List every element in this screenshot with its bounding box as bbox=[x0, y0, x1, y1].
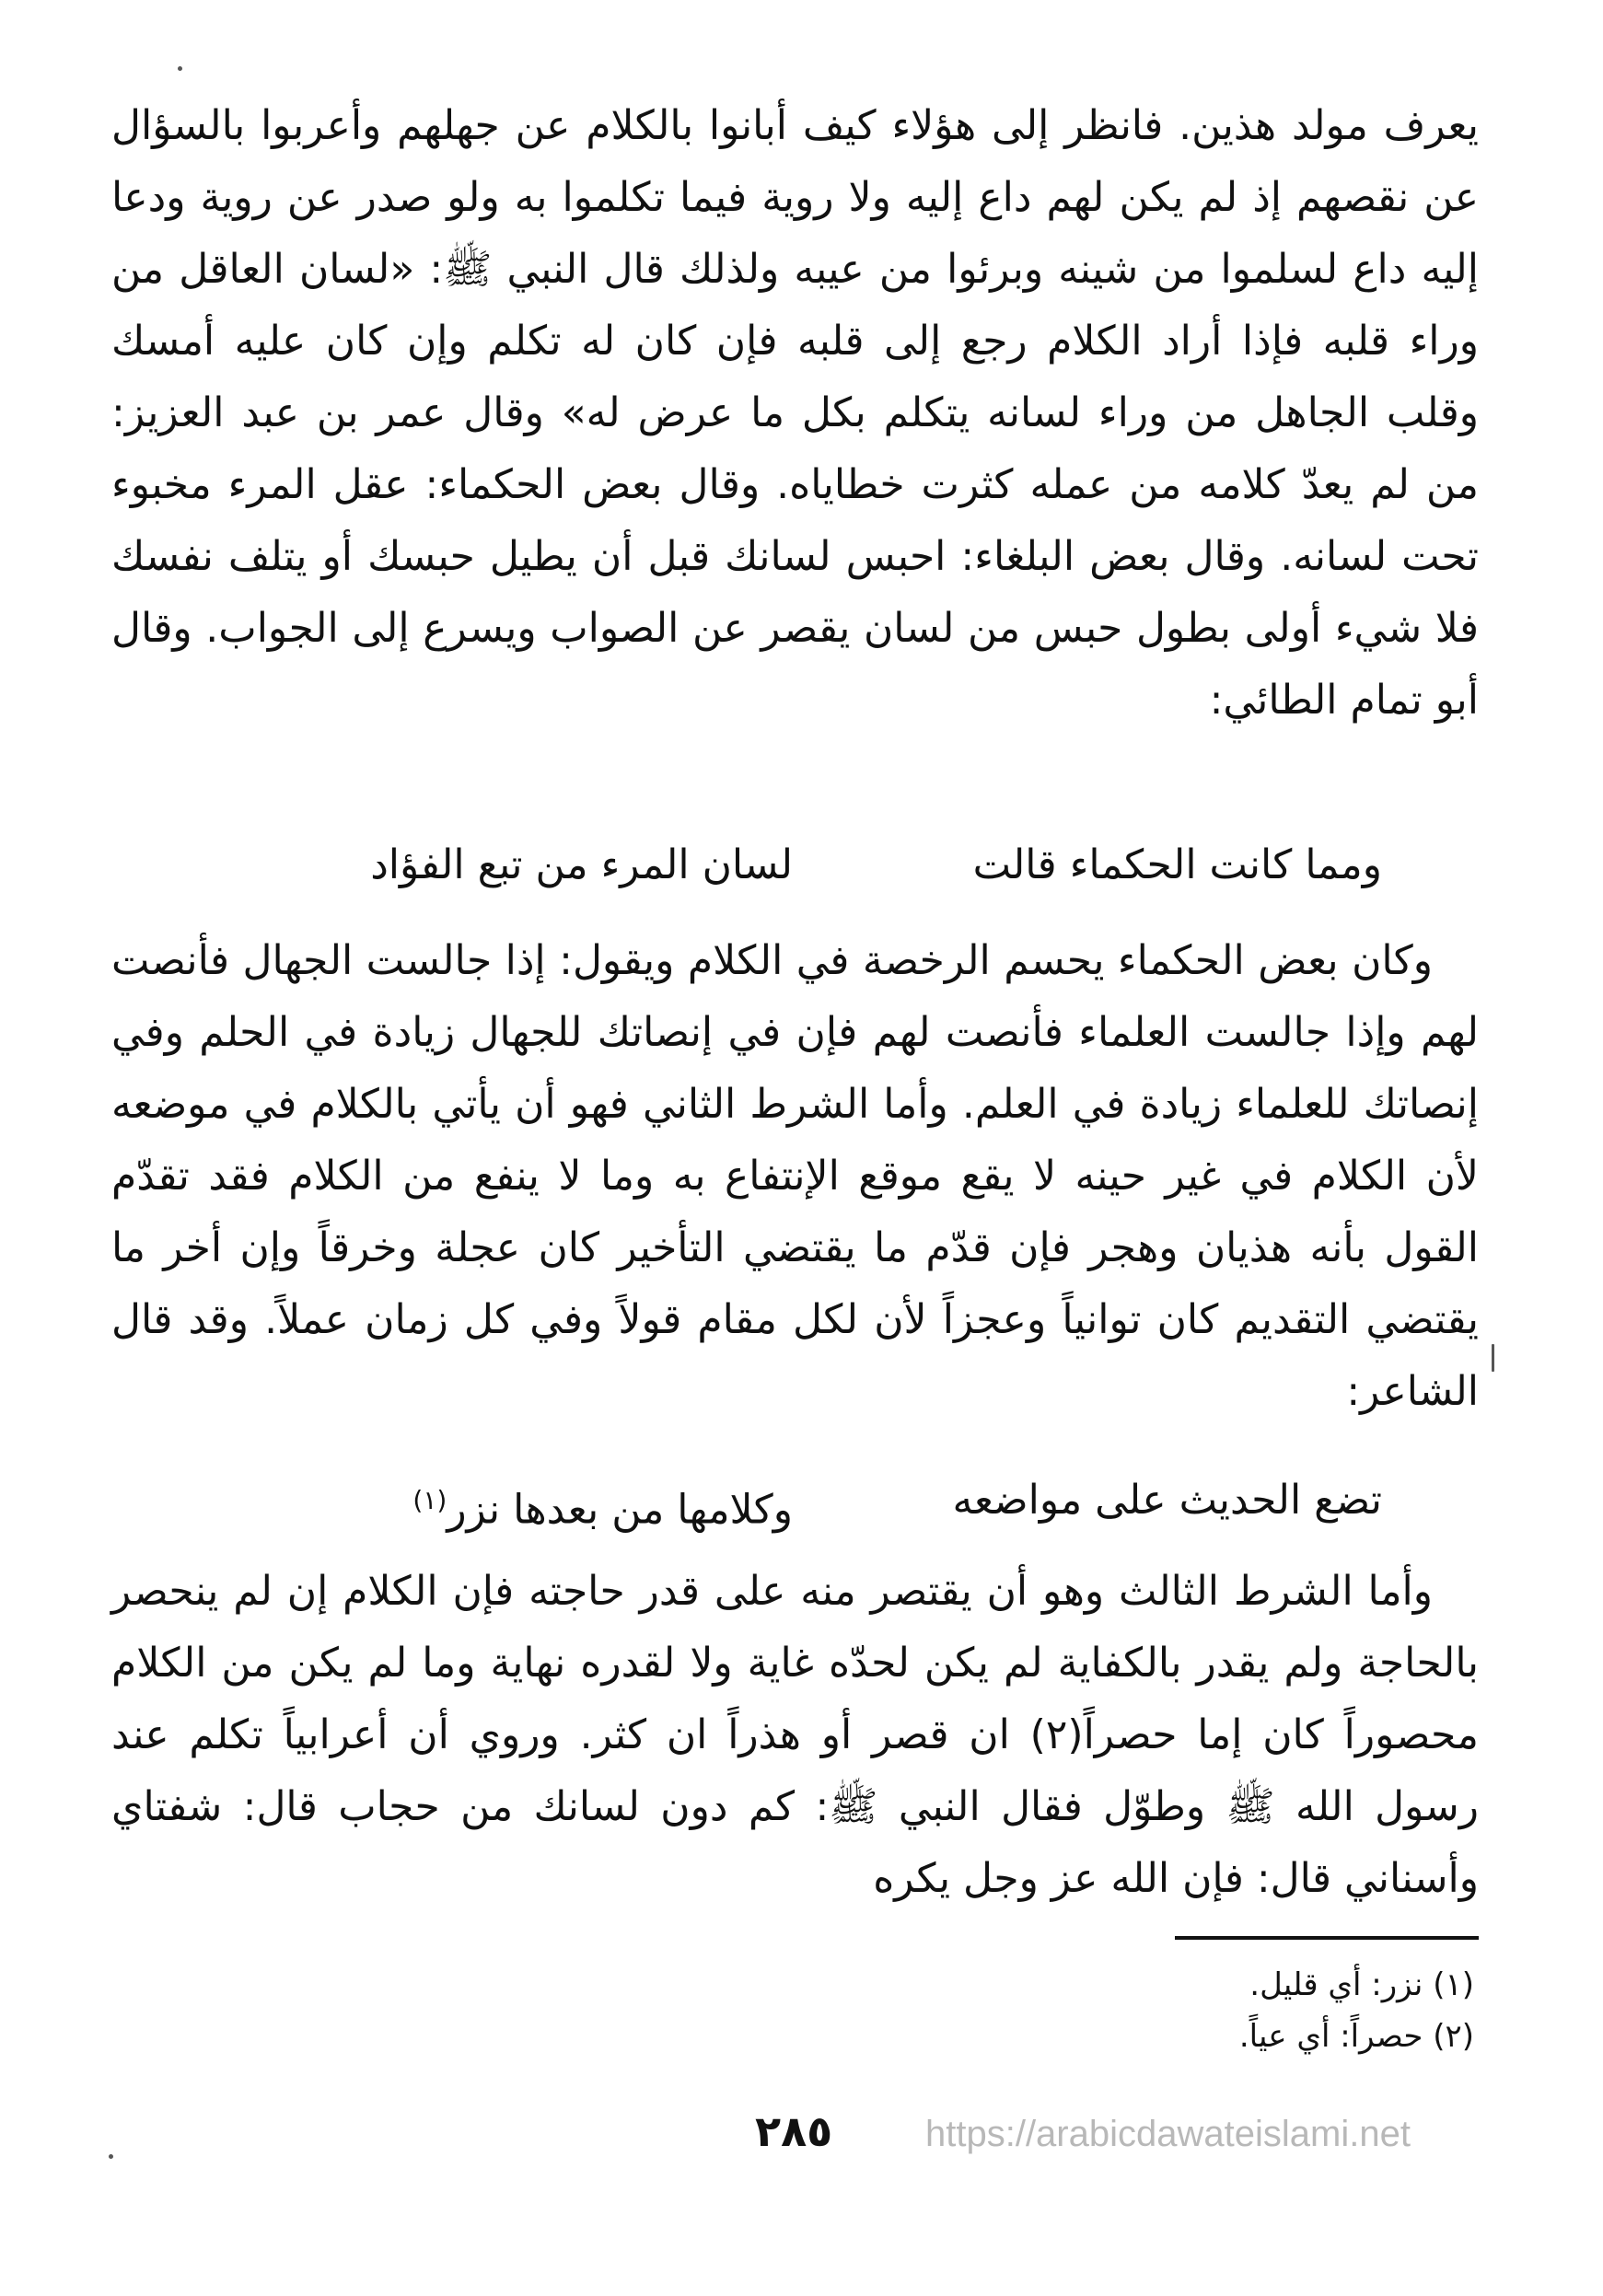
main-text-block-1 bbox=[111, 90, 1479, 736]
footnote-1: (١) نزر: أي قليل. bbox=[1249, 1966, 1474, 2003]
scan-speck bbox=[178, 66, 182, 71]
paragraph-1: يعرف مولد هذين. فانظر إلى هؤلاء كيف أبانوا بالكلام عن جهلهم وأعربوا بالسؤال عن نقصهم إذ لم يكن لهم داع إليه ولا روية فيما تكلموا به ولو صدر عن روية ودعا إليه داع لسلموا من شينه وبرئوا من عيبه ولذلك قال النبي ﷺ: «لسان العاقل من وراء قلبه فإذا أراد الكلام رجع إلى قلبه فإن كان له تكلم وإن كان عليه أمسك وقلب الجاهل من وراء لسانه يتكلم بكل ما عرض له» وقال عمر بن عبد العزيز: من لم يعدّ كلامه من عمله كثرت خطاياه. وقال بعض الحكماء: عقل المرء مخبوء تحت لسانه. وقال بعض البلغاء: احبس لسانك قبل أن يطيل حبسك أو يتلف نفسك فلا شيء أولى بطول حبس من لسان يقصر عن الصواب ويسرع إلى الجواب. وقال أبو تمام الطائي: bbox=[111, 102, 1479, 724]
page-number: ٢٨٥ bbox=[755, 2106, 833, 2156]
footnote-2: (٢) حصراً: أي عياً. bbox=[1238, 2018, 1474, 2055]
footnote-separator bbox=[1175, 1936, 1479, 1940]
verse-2-second-text: وكلامها من بعدها نزر bbox=[447, 1486, 793, 1534]
main-text-block-3 bbox=[111, 1556, 1479, 1915]
scan-margin-mark bbox=[1492, 1344, 1494, 1372]
scan-speck bbox=[109, 2154, 113, 2159]
paragraph-2: وكان بعض الحكماء يحسم الرخصة في الكلام ويقول: إذا جالست الجهال فأنصت لهم وإذا جالست العلماء فأنصت لهم فإن في إنصاتك للجهال زيادة في الحلم وفي إنصاتك للعلماء زيادة في العلم. وأما الشرط الثاني فهو أن يأتي بالكلام في موضعه لأن الكلام في غير حينه لا يقع موقع الإنتفاع به وما لا ينفع من الكلام فقد تقدّم القول بأنه هذيان وهجر فإن قدّم ما يقتضي التأخير كان عجلة وخرقاً وإن أخر ما يقتضي التقديم كان توانياً وعجزاً لأن لكل مقام قولاً وفي كل زمان عملاً. وقد قال الشاعر: bbox=[111, 937, 1479, 1415]
main-text-block-2 bbox=[111, 925, 1479, 1428]
verse-2-first-hemistich: تضع الحديث على مواضعه bbox=[952, 1477, 1382, 1524]
verse-1-second-hemistich: لسان المرء من تبع الفؤاد bbox=[370, 841, 793, 888]
watermark-url: https://arabicdawateislami.net bbox=[925, 2114, 1411, 2154]
paragraph-3: وأما الشرط الثالث وهو أن يقتصر منه على قدر حاجته فإن الكلام إن لم ينحصر بالحاجة ولم يقدر بالكفاية لم يكن لحدّه غاية ولا لقدره نهاية وما لم يكن من الكلام محصوراً كان إما حصراً(٢) ان قصر أو هذراً ان كثر. وروي أن أعرابياً تكلم عند رسول الله ﷺ وطوّل فقال النبي ﷺ: كم دون لسانك من حجاب قال: شفتاي وأسناني قال: فإن الله عز وجل يكره bbox=[111, 1568, 1479, 1902]
verse-1-first-hemistich: ومما كانت الحكماء قالت bbox=[972, 841, 1382, 888]
verse-2-second-hemistich bbox=[412, 1473, 793, 1538]
footnote-ref-1: (١) bbox=[412, 1485, 447, 1515]
